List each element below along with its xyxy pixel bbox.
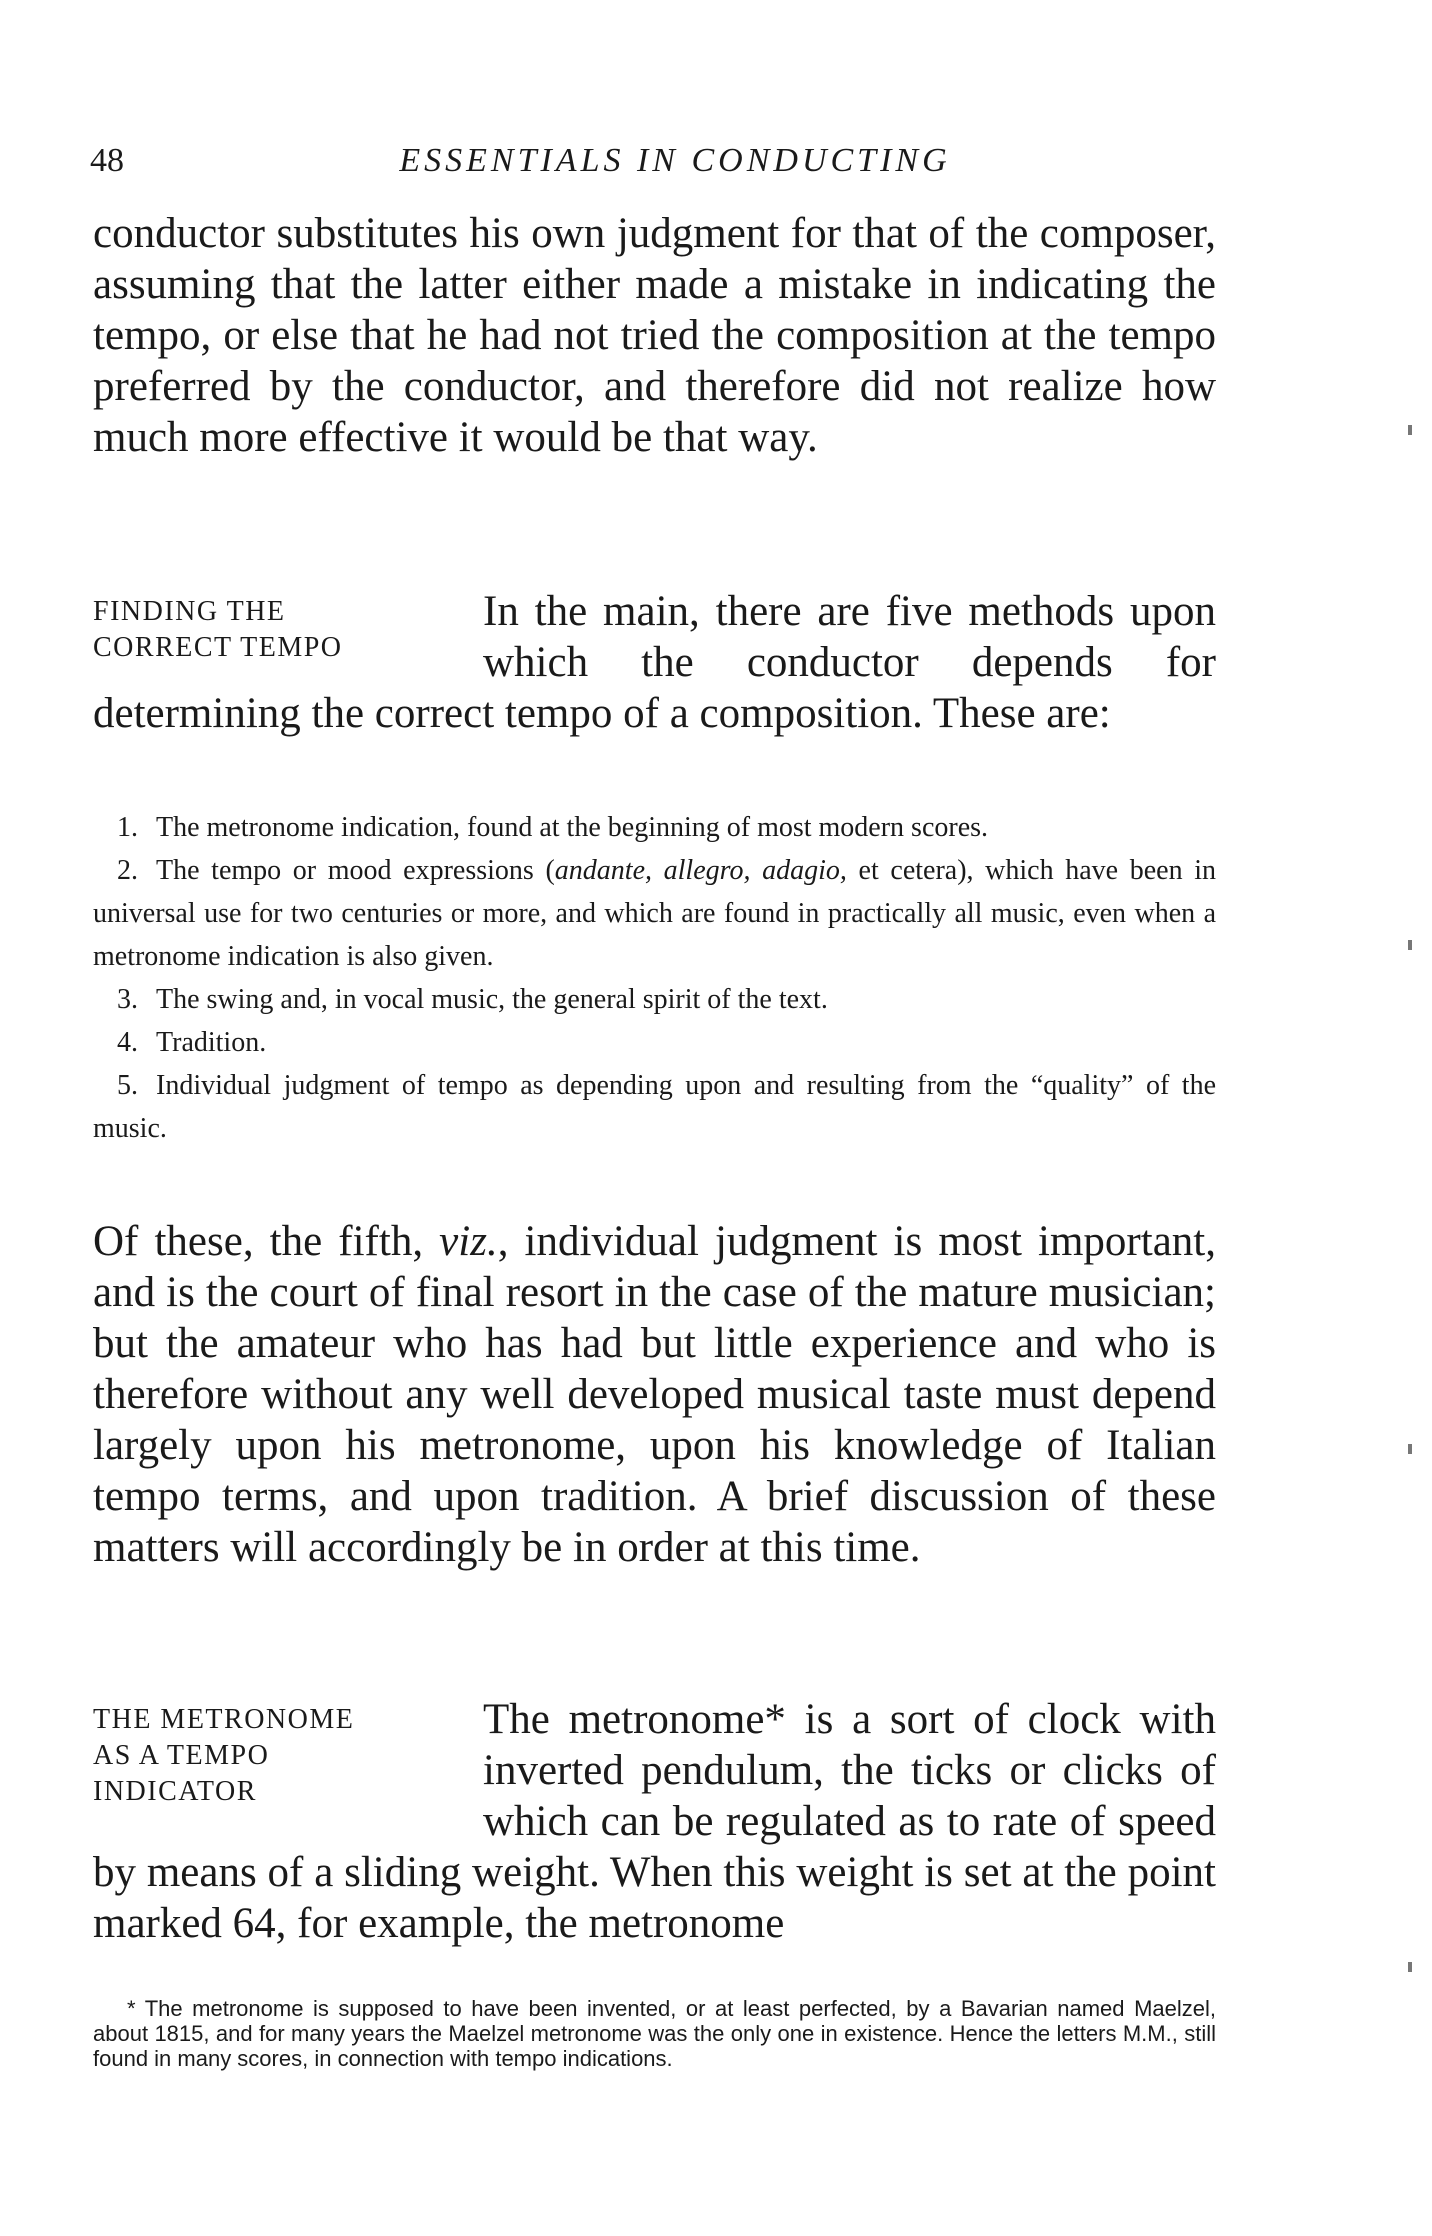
running-head — [90, 136, 1220, 186]
list-number: 2. — [117, 855, 138, 886]
fifth-method-paragraph-block — [93, 1216, 1216, 1573]
list-text: et cetera), which have been in universal use for two centuries or more, and which are found in practically all music, even when a metronome indication is also given. — [93, 855, 1216, 972]
side-head-line: THE METRONOME — [93, 1704, 355, 1735]
scan-speck — [1408, 1444, 1412, 1454]
paragraph-text: Of these, the fifth, — [93, 1218, 440, 1265]
paragraph-text: , individual judgment is most important, and is the court of final resort in the case of the mature musician; but the amateur who has had but little experience and who is therefore without any well developed musical taste must depend largely upon his metronome, upon his knowledge of Italian tempo terms, and upon tradition. A brief discussion of these matters will accordingly be in order at this time. — [93, 1218, 1216, 1571]
list-text: Individual judgment of tempo as depending upon and resulting from the “quality” of the music. — [93, 1070, 1216, 1144]
list-number: 5. — [117, 1070, 138, 1101]
list-text: The metronome indication, found at the beginning of most modern scores. — [156, 812, 989, 843]
section-metronome — [93, 1694, 1216, 1949]
page-number: 48 — [90, 142, 124, 179]
running-title: ESSENTIALS IN CONDUCTING — [399, 142, 951, 179]
finding-tempo-paragraph: In the main, there are five methods upon which the conductor depends for determining the correct tempo of a composition. These are: — [93, 588, 1216, 737]
list-number: 3. — [117, 984, 138, 1015]
fifth-method-paragraph — [93, 1216, 1216, 1573]
list-number: 4. — [117, 1027, 138, 1058]
footnote: * The metronome is supposed to have been invented, or at least perfected, by a Bavarian named Maelzel, about 1815, and for many years the Maelzel metronome was the only one in existence. Hence the letters M.M., still found in many scores, in connection with tempo indications. — [93, 1996, 1216, 2071]
list-text: Tradition. — [156, 1027, 267, 1058]
list-item — [93, 806, 1216, 849]
metronome-paragraph: The metronome* is a sort of clock with inverted pendulum, the ticks or clicks of which can be regulated as to rate of speed by means of a sliding weight. When this weight is set at the point marked 64, for example, the metronome — [93, 1696, 1216, 1947]
list-item — [93, 978, 1216, 1021]
side-head-line: INDICATOR — [93, 1776, 257, 1807]
list-item — [93, 1021, 1216, 1064]
list-text-italic: andante, allegro, adagio, — [554, 855, 847, 886]
list-number: 1. — [117, 812, 138, 843]
list-text: The swing and, in vocal music, the general spirit of the text. — [156, 984, 828, 1015]
scan-speck — [1408, 425, 1412, 435]
intro-paragraph-block — [93, 208, 1216, 463]
side-head-line: FINDING THE — [93, 596, 286, 627]
side-head-line: CORRECT TEMPO — [93, 632, 343, 663]
list-item — [93, 849, 1216, 978]
scan-speck — [1408, 1962, 1412, 1972]
side-head-line: AS A TEMPO — [93, 1740, 270, 1771]
side-head-metronome — [93, 1702, 453, 1810]
scan-speck — [1408, 940, 1412, 950]
intro-paragraph: conductor substitutes his own judgment for that of the composer, assuming that the latter either made a mistake in indicating the tempo, or else that he had not tried the composition at the tempo preferred by the conductor, and therefore did not realize how much more effective it would be that way. — [93, 210, 1216, 461]
section-finding-tempo — [93, 586, 1216, 739]
footnote-block — [93, 1996, 1216, 2071]
list-text: The tempo or mood expressions ( — [156, 855, 555, 886]
list-item — [93, 1064, 1216, 1150]
side-head-finding-tempo — [93, 594, 453, 666]
paragraph-italic: viz. — [439, 1218, 498, 1265]
methods-list — [93, 806, 1216, 1150]
